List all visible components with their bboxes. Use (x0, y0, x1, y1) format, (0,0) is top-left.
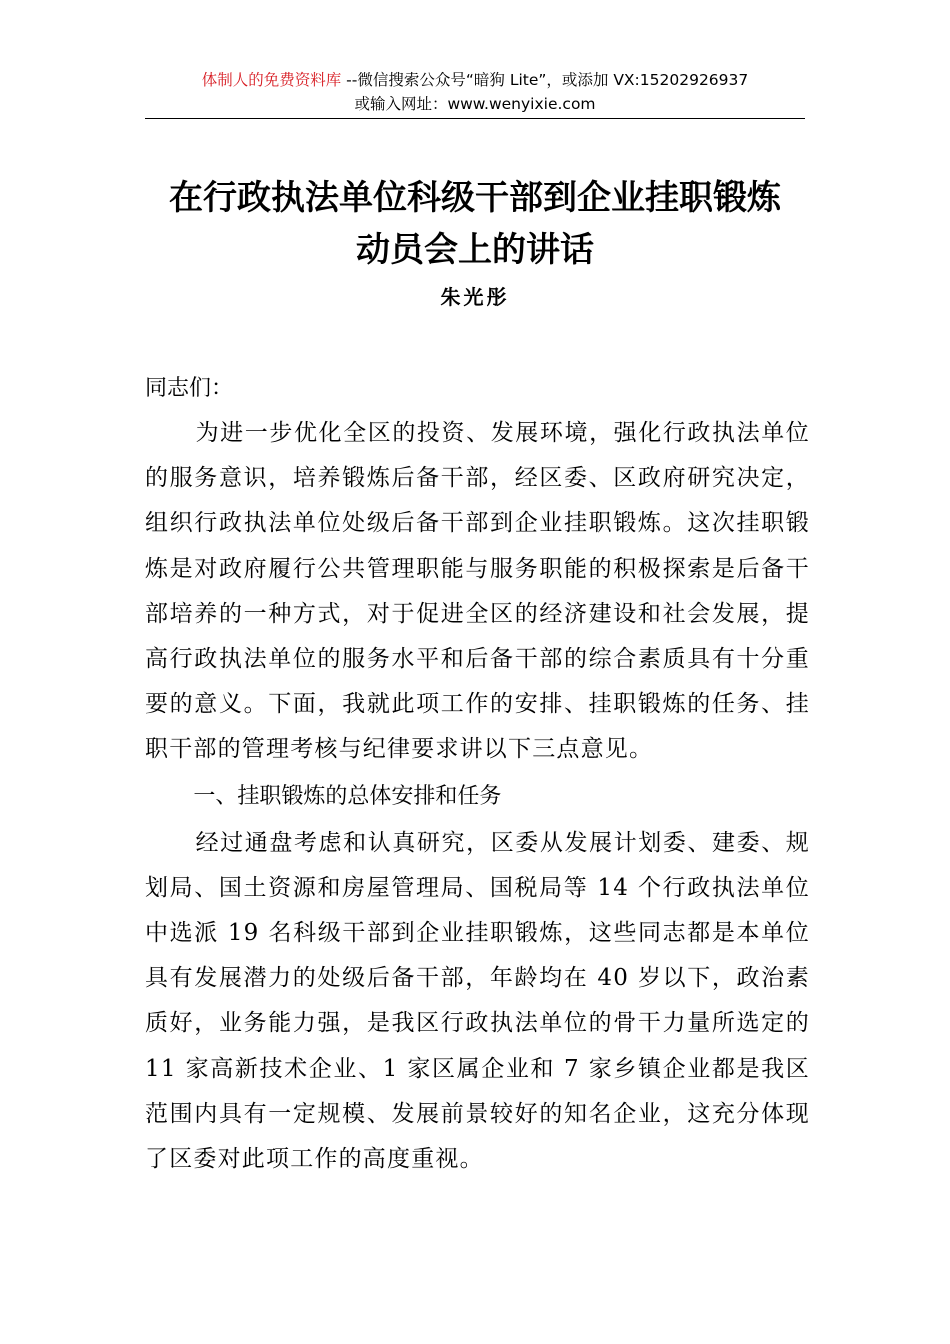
salutation: 同志们： (145, 376, 234, 401)
header-line-1 (145, 68, 805, 92)
paragraph-intro: 为进一步优化全区的投资、发展环境，强化行政执法单位的服务意识，培养锻炼后备干部，经区委、区政府研究决定，组织行政执法单位处级后备干部到企业挂职锻炼。这次挂职锻炼是对政府履行公共管理职能与服务职能的积极探索是后备干部培养的一种方式，对于促进全区的经济建设和社会发展，提高行政执法单位的服务水平和后备干部的综合素质具有十分重要的意义。下面，我就此项工作的安排、挂职锻炼的任务、挂职干部的管理考核与纪律要求讲以下三点意见。 (145, 420, 810, 763)
author-name: 朱光彤 (440, 285, 510, 309)
document-title (110, 172, 840, 276)
header-contact: --微信搜索公众号“暗狗 Lite”，或添加 VX:15202926937 (341, 71, 749, 89)
title-line-2: 动员会上的讲话 (356, 230, 594, 270)
header-divider (145, 118, 805, 119)
document-body (145, 366, 810, 1182)
title-line-1: 在行政执法单位科级干部到企业挂职锻炼 (169, 178, 781, 218)
page-header (145, 68, 805, 116)
header-brand: 体制人的免费资料库 (201, 71, 342, 89)
header-website: 或输入网址：www.wenyixie.com (354, 95, 596, 113)
section-heading-1: 一、挂职锻炼的总体安排和任务 (193, 783, 502, 809)
paragraph-section-1: 经过通盘考虑和认真研究，区委从发展计划委、建委、规划局、国土资源和房屋管理局、国税局等 14 个行政执法单位中选派 19 名科级干部到企业挂职锻炼，这些同志都是本单位具有发展潜力的处级后备干部，年龄均在 40 岁以下，政治素质好，业务能力强，是我区行政执法单位的骨干力量所选定的 11 家高新技术企业、1 家区属企业和 7 家乡镇企业都是我区范围内具有一定规模、发展前景较好的知名企业，这充分体现了区委对此项工作的高度重视。 (145, 829, 810, 1173)
